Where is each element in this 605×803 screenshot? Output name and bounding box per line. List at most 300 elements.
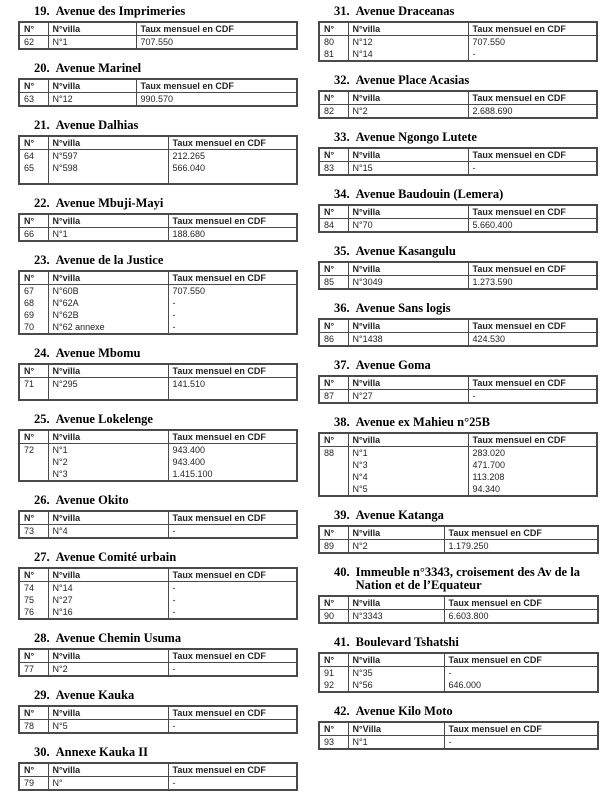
table-row: [19, 150, 297, 163]
section-title: Avenue des Imprimeries: [55, 4, 186, 18]
column-header-n: N°: [319, 653, 348, 667]
column-header-villa: N°villa: [48, 79, 136, 93]
section-number: 25.: [34, 412, 50, 426]
cell-n: [319, 483, 348, 496]
table-row: [19, 297, 297, 309]
section-heading: [334, 636, 597, 649]
cell-n: 71: [19, 378, 48, 391]
column-header-villa: N°villa: [48, 136, 168, 150]
column-header-villa: N°villa: [348, 596, 444, 610]
cell-villa: N°3: [48, 468, 168, 481]
cell-villa: N°12: [348, 36, 468, 49]
section: [18, 119, 296, 185]
cell-villa: N°16: [48, 606, 168, 619]
cell-taux: -: [468, 162, 597, 176]
cell-n: 65: [19, 162, 48, 174]
table-row: [19, 285, 297, 298]
cell-taux: 1.273.590: [468, 276, 597, 290]
rate-table: [318, 652, 599, 693]
cell-n: 90: [319, 610, 348, 624]
cell-villa: N°3: [348, 459, 468, 471]
section-heading: [334, 416, 597, 429]
section-title: Avenue Mbomu: [55, 346, 141, 360]
section-heading: [34, 632, 296, 645]
rate-table: [318, 318, 598, 347]
section-number: 28.: [34, 631, 50, 645]
cell-taux: 707.550: [136, 36, 297, 50]
table-row: [19, 594, 297, 606]
cell-n: 87: [319, 390, 348, 404]
table-row: [319, 610, 598, 624]
section-title: Avenue Okito: [55, 493, 129, 507]
cell-taux: -: [468, 48, 597, 61]
cell-n: 91: [319, 667, 348, 680]
cell-taux: -: [168, 321, 297, 334]
column-header-taux: Taux mensuel en CDF: [168, 430, 297, 444]
section: [318, 705, 597, 750]
section: [318, 566, 597, 624]
cell-taux: 188.680: [168, 228, 297, 242]
column-header-villa: N°villa: [348, 319, 468, 333]
section-heading: [34, 551, 296, 564]
section-title: Avenue Mbuji-Mayi: [55, 196, 164, 210]
table-row: [319, 48, 597, 61]
cell-villa: N°12: [48, 93, 136, 107]
column-header-villa: N°villa: [48, 22, 136, 36]
section-heading: [34, 62, 296, 75]
header-row: [19, 430, 297, 444]
section: [318, 245, 597, 290]
column-header-n: N°: [319, 22, 348, 36]
cell-villa: N°1: [348, 447, 468, 460]
table-row: [19, 606, 297, 619]
cell-villa: N°4: [48, 525, 168, 539]
left-column: [18, 5, 296, 803]
cell-villa: N°14: [48, 582, 168, 595]
section-title: Avenue Place Acasias: [355, 73, 470, 87]
table-row: [19, 378, 297, 391]
table-row: [319, 219, 597, 233]
cell-n: 88: [319, 447, 348, 460]
section: [318, 302, 597, 347]
section-heading: [334, 302, 597, 315]
table-row: [319, 483, 597, 496]
section-title: Avenue Baudouin (Lemera): [355, 187, 504, 201]
cell-taux: 1.415.100: [168, 468, 297, 481]
column-header-villa: N°villa: [48, 364, 168, 378]
cell-n: 81: [319, 48, 348, 61]
cell-n: 69: [19, 309, 48, 321]
cell-taux: 6.603.800: [444, 610, 598, 624]
cell-taux: [168, 390, 297, 400]
rate-table: [318, 147, 598, 176]
cell-villa: N°5: [348, 483, 468, 496]
cell-n: 76: [19, 606, 48, 619]
cell-taux: 283.020: [468, 447, 597, 460]
section-number: 36.: [334, 301, 350, 315]
table-row: [319, 333, 597, 347]
section-number: 29.: [34, 688, 50, 702]
column-header-taux: Taux mensuel en CDF: [168, 706, 297, 720]
cell-n: 83: [319, 162, 348, 176]
section-number: 20.: [34, 61, 50, 75]
table-row: [319, 459, 597, 471]
section: [318, 416, 597, 497]
table-row: [19, 228, 297, 242]
section-title: Avenue Chemin Usuma: [55, 631, 182, 645]
cell-taux: 5.660.400: [468, 219, 597, 233]
section-number: 31.: [334, 4, 350, 18]
section-title: Avenue Marinel: [55, 61, 142, 75]
column-header-villa: N°villa: [48, 649, 168, 663]
column-header-taux: Taux mensuel en CDF: [168, 271, 297, 285]
cell-n: 74: [19, 582, 48, 595]
section-heading: [334, 566, 597, 592]
cell-villa: N°62A: [48, 297, 168, 309]
column-header-taux: Taux mensuel en CDF: [468, 376, 597, 390]
section-number: 39.: [334, 508, 350, 522]
table-row: [319, 736, 598, 750]
cell-taux: -: [168, 309, 297, 321]
cell-villa: N°295: [48, 378, 168, 391]
table-row: [319, 276, 597, 290]
rate-table: [318, 375, 598, 404]
table-row: [319, 390, 597, 404]
column-header-n: N°: [19, 649, 48, 663]
rate-table: [18, 213, 298, 242]
column-header-n: N°: [319, 262, 348, 276]
column-header-villa: N°Villa: [348, 722, 444, 736]
cell-villa: N°1438: [348, 333, 468, 347]
column-header-villa: N°villa: [48, 271, 168, 285]
header-row: [319, 91, 597, 105]
rate-table: [318, 595, 599, 624]
section-number: 23.: [34, 253, 50, 267]
cell-villa: N°27: [348, 390, 468, 404]
rate-table: [318, 721, 599, 750]
header-row: [319, 722, 598, 736]
rate-table: [18, 135, 298, 185]
section: [18, 551, 296, 620]
column-header-taux: Taux mensuel en CDF: [168, 649, 297, 663]
section-title: Avenue Kasangulu: [355, 244, 456, 258]
section: [318, 188, 597, 233]
column-header-villa: N°villa: [348, 433, 468, 447]
header-row: [319, 205, 597, 219]
section-number: 19.: [34, 4, 50, 18]
column-header-villa: N°villa: [348, 376, 468, 390]
section: [318, 131, 597, 176]
cell-villa: [48, 174, 168, 184]
column-header-villa: N°villa: [48, 214, 168, 228]
column-header-villa: N°villa: [348, 22, 468, 36]
section-number: 34.: [334, 187, 350, 201]
section-title: Avenue Lokelenge: [55, 412, 153, 426]
column-header-n: N°: [19, 511, 48, 525]
table-row: [19, 309, 297, 321]
header-row: [19, 568, 297, 582]
cell-n: [19, 174, 48, 184]
section-number: 24.: [34, 346, 50, 360]
cell-villa: N°3343: [348, 610, 444, 624]
section-title: Avenue Goma: [355, 358, 431, 372]
column-header-n: N°: [19, 763, 48, 777]
section-heading: [334, 5, 597, 18]
cell-n: [319, 459, 348, 471]
table-row: [319, 667, 598, 680]
section-number: 35.: [334, 244, 350, 258]
rate-table: [18, 762, 298, 791]
cell-n: 68: [19, 297, 48, 309]
right-column: [318, 5, 597, 803]
rate-table: [318, 432, 598, 497]
header-row: [319, 262, 597, 276]
cell-villa: N°2: [348, 540, 444, 554]
table-row: [19, 174, 297, 184]
column-header-villa: N°villa: [348, 526, 444, 540]
section-heading: [34, 347, 296, 360]
column-header-villa: N°villa: [348, 205, 468, 219]
cell-taux: 2.688.690: [468, 105, 597, 119]
cell-taux: -: [444, 667, 598, 680]
cell-n: 78: [19, 720, 48, 734]
column-header-n: N°: [319, 91, 348, 105]
section-title: Avenue ex Mahieu n°25B: [355, 415, 490, 429]
table-row: [19, 456, 297, 468]
section-number: 41.: [334, 635, 350, 649]
header-row: [319, 22, 597, 36]
section: [18, 413, 296, 482]
table-row: [19, 390, 297, 400]
rate-table: [18, 648, 298, 677]
header-row: [19, 649, 297, 663]
cell-taux: -: [168, 594, 297, 606]
column-header-villa: N°villa: [48, 430, 168, 444]
cell-n: 85: [319, 276, 348, 290]
cell-n: [319, 471, 348, 483]
section-heading: [34, 689, 296, 702]
section-title: Annexe Kauka II: [55, 745, 149, 759]
section-heading: [334, 705, 597, 718]
cell-n: 70: [19, 321, 48, 334]
section-number: 21.: [34, 118, 50, 132]
section-title: Boulevard Tshatshi: [355, 635, 459, 649]
rate-table: [318, 204, 598, 233]
section-title: Avenue Ngongo Lutete: [355, 130, 477, 144]
cell-n: [19, 456, 48, 468]
cell-n: 67: [19, 285, 48, 298]
header-row: [319, 376, 597, 390]
header-row: [319, 433, 597, 447]
column-header-taux: Taux mensuel en CDF: [168, 136, 297, 150]
column-header-villa: N°villa: [48, 763, 168, 777]
cell-taux: -: [168, 663, 297, 677]
header-row: [319, 526, 598, 540]
rate-table: [18, 510, 298, 539]
column-header-taux: Taux mensuel en CDF: [168, 763, 297, 777]
section-heading: [34, 254, 296, 267]
cell-taux: 990.570: [136, 93, 297, 107]
table-row: [319, 471, 597, 483]
cell-taux: 943.400: [168, 444, 297, 457]
section-number: 42.: [334, 704, 350, 718]
header-row: [19, 136, 297, 150]
section-heading: [334, 131, 597, 144]
section: [318, 509, 597, 554]
column-header-taux: Taux mensuel en CDF: [444, 596, 598, 610]
column-header-n: N°: [319, 319, 348, 333]
section: [18, 494, 296, 539]
cell-taux: 424.530: [468, 333, 597, 347]
cell-taux: 707.550: [468, 36, 597, 49]
section-number: 38.: [334, 415, 350, 429]
section-title: Avenue Sans logis: [355, 301, 451, 315]
section-title: Avenue Katanga: [355, 508, 444, 522]
section-heading: [34, 413, 296, 426]
column-header-n: N°: [319, 433, 348, 447]
cell-taux: 113.208: [468, 471, 597, 483]
column-header-taux: Taux mensuel en CDF: [468, 91, 597, 105]
section-heading: [34, 5, 296, 18]
section-number: 33.: [334, 130, 350, 144]
column-header-villa: N°villa: [348, 91, 468, 105]
rate-table: [318, 21, 598, 62]
section-heading: [334, 359, 597, 372]
cell-villa: N°62 annexe: [48, 321, 168, 334]
section: [18, 254, 296, 335]
section-title: Avenue Comité urbain: [55, 550, 177, 564]
rate-table: [318, 261, 598, 290]
section: [18, 5, 296, 50]
cell-n: 64: [19, 150, 48, 163]
cell-villa: N°60B: [48, 285, 168, 298]
section: [318, 74, 597, 119]
section: [18, 689, 296, 734]
table-row: [19, 777, 297, 791]
section-heading: [334, 74, 597, 87]
header-row: [19, 79, 297, 93]
cell-taux: 1.179.250: [444, 540, 598, 554]
column-header-taux: Taux mensuel en CDF: [168, 568, 297, 582]
column-header-n: N°: [19, 214, 48, 228]
column-header-n: N°: [19, 430, 48, 444]
cell-villa: N°70: [348, 219, 468, 233]
cell-taux: -: [444, 736, 598, 750]
section-title: Immeuble n°3343, croisement des Av de la Nation et de l’Equateur: [355, 565, 580, 592]
table-row: [19, 720, 297, 734]
column-header-n: N°: [19, 271, 48, 285]
column-header-taux: Taux mensuel en CDF: [136, 22, 297, 36]
column-header-taux: Taux mensuel en CDF: [444, 653, 598, 667]
cell-villa: N°3049: [348, 276, 468, 290]
section-number: 32.: [334, 73, 350, 87]
header-row: [319, 319, 597, 333]
table-row: [19, 525, 297, 539]
cell-villa: N°35: [348, 667, 444, 680]
cell-n: 77: [19, 663, 48, 677]
cell-n: 86: [319, 333, 348, 347]
cell-n: 89: [319, 540, 348, 554]
section-heading: [334, 245, 597, 258]
header-row: [19, 22, 297, 36]
section: [18, 197, 296, 242]
cell-n: 63: [19, 93, 48, 107]
cell-villa: N°2: [348, 105, 468, 119]
section-title: Avenue Dalhias: [55, 118, 139, 132]
cell-n: 84: [319, 219, 348, 233]
section-heading: [34, 119, 296, 132]
table-row: [19, 582, 297, 595]
section-number: 40.: [334, 565, 350, 579]
column-header-villa: N°villa: [348, 148, 468, 162]
cell-taux: -: [168, 777, 297, 791]
table-row: [19, 444, 297, 457]
column-header-taux: Taux mensuel en CDF: [136, 79, 297, 93]
section: [18, 62, 296, 107]
table-row: [319, 105, 597, 119]
rate-table: [18, 705, 298, 734]
cell-taux: [168, 174, 297, 184]
column-header-n: N°: [19, 568, 48, 582]
column-header-n: N°: [319, 596, 348, 610]
cell-villa: N°4: [348, 471, 468, 483]
header-row: [319, 596, 598, 610]
column-header-taux: Taux mensuel en CDF: [468, 148, 597, 162]
cell-taux: 471.700: [468, 459, 597, 471]
cell-villa: N°14: [348, 48, 468, 61]
cell-n: 66: [19, 228, 48, 242]
column-header-n: N°: [19, 364, 48, 378]
cell-taux: 141.510: [168, 378, 297, 391]
cell-villa: N°2: [48, 663, 168, 677]
column-header-n: N°: [19, 22, 48, 36]
column-header-taux: Taux mensuel en CDF: [468, 22, 597, 36]
section-heading: [334, 188, 597, 201]
section-heading: [34, 197, 296, 210]
section-heading: [34, 746, 296, 759]
column-header-taux: Taux mensuel en CDF: [468, 205, 597, 219]
section-title: Avenue Kauka: [55, 688, 135, 702]
cell-villa: N°1: [48, 444, 168, 457]
table-row: [19, 468, 297, 481]
cell-taux: 212.265: [168, 150, 297, 163]
cell-taux: -: [468, 390, 597, 404]
cell-n: [19, 468, 48, 481]
cell-villa: N°597: [48, 150, 168, 163]
column-header-n: N°: [319, 526, 348, 540]
section-title: Avenue Kilo Moto: [355, 704, 453, 718]
column-header-villa: N°villa: [48, 511, 168, 525]
column-header-taux: Taux mensuel en CDF: [444, 526, 598, 540]
cell-taux: 943.400: [168, 456, 297, 468]
column-header-villa: N°villa: [348, 262, 468, 276]
rate-table: [18, 21, 298, 50]
cell-taux: 566.040: [168, 162, 297, 174]
rate-table: [318, 525, 599, 554]
section: [18, 347, 296, 401]
column-header-n: N°: [319, 376, 348, 390]
cell-n: 80: [319, 36, 348, 49]
table-row: [319, 540, 598, 554]
rate-table: [318, 90, 598, 119]
table-row: [319, 679, 598, 692]
rate-table: [18, 78, 298, 107]
rate-table: [18, 567, 298, 620]
cell-n: 82: [319, 105, 348, 119]
header-row: [19, 763, 297, 777]
section-title: Avenue Draceanas: [355, 4, 455, 18]
cell-taux: 94.340: [468, 483, 597, 496]
